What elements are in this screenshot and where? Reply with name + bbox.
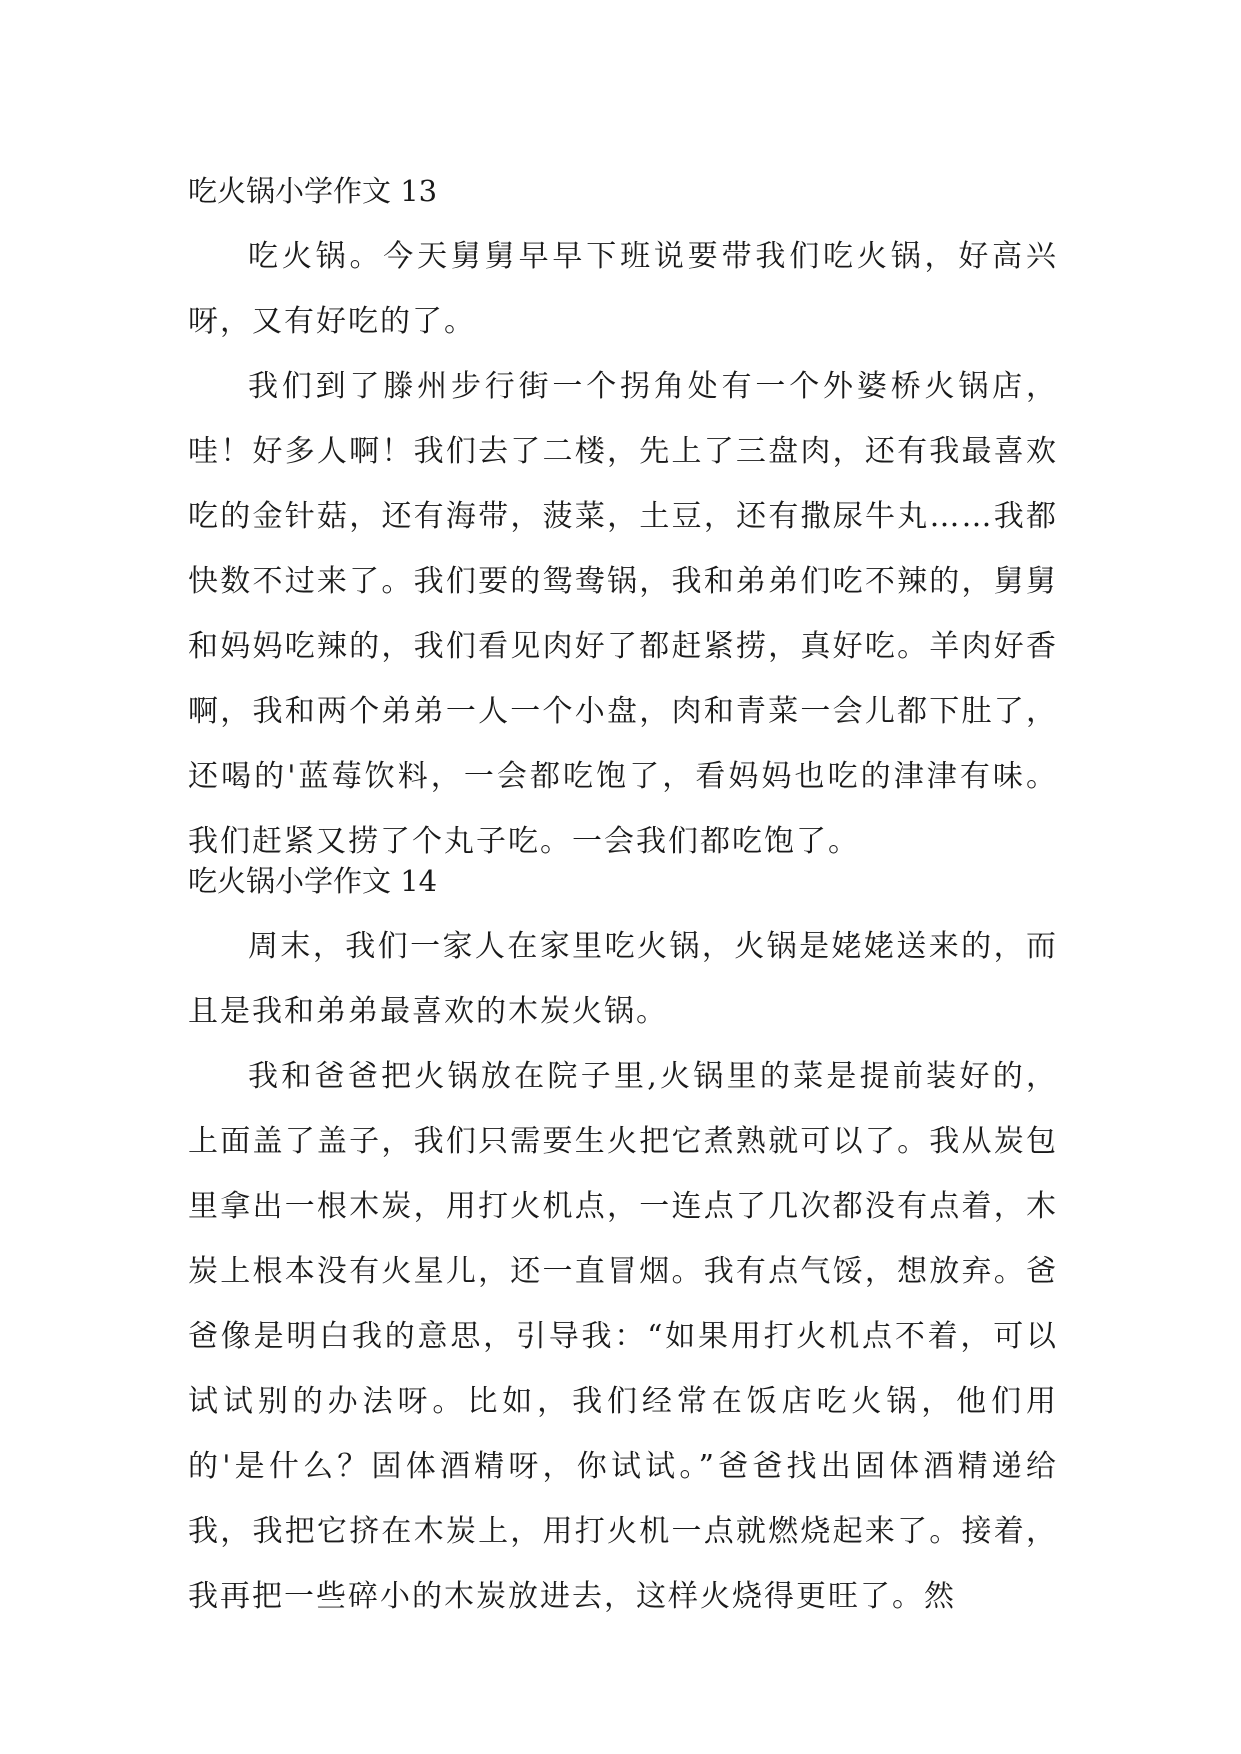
paragraph: 周末，我们一家人在家里吃火锅，火锅是姥姥送来的，而且是我和弟弟最喜欢的木炭火锅。 (188, 929, 1058, 1029)
paragraph: 我和爸爸把火锅放在院子里,火锅里的菜是提前装好的，上面盖了盖子，我们只需要生火把它煮熟就可以了。我从炭包里拿出一根木炭，用打火机点，一连点了几次都没有点着，木炭上根本没有火星儿，还一直冒烟。我有点气馁，想放弃。爸爸像是明白我的意思，引导我：“如果用打火机点不着，可以试试别的办法呀。比如，我们经常在饭店吃火锅，他们用的'是什么？固体酒精呀，你试试。”爸爸找出固体酒精递给我，我把它挤在木炭上，用打火机一点就燃烧起来了。接着，我再把一些碎小的木炭放进去，这样火烧得更旺了。然 (188, 1059, 1058, 1614)
essay-title: 吃火锅小学作文 13 (188, 174, 438, 208)
paragraph: 我们到了滕州步行街一个拐角处有一个外婆桥火锅店，哇！好多人啊！我们去了二楼，先上了三盘肉，还有我最喜欢吃的金针菇，还有海带，菠菜，土豆，还有撒尿牛丸……我都快数不过来了。我们要的鸳鸯锅，我和弟弟们吃不辣的，舅舅和妈妈吃辣的，我们看见肉好了都赶紧捞，真好吃。羊肉好香啊，我和两个弟弟一人一个小盘，肉和青菜一会儿都下肚了，还喝的'蓝莓饮料，一会都吃饱了，看妈妈也吃的津津有味。我们赶紧又捞了个丸子吃。一会我们都吃饱了。 (188, 369, 1058, 859)
essay-title: 吃火锅小学作文 14 (188, 864, 438, 898)
essay-13 (188, 158, 1058, 874)
essay-14 (188, 848, 1058, 1629)
paragraph: 吃火锅。今天舅舅早早下班说要带我们吃火锅，好高兴呀，又有好吃的了。 (188, 239, 1058, 339)
